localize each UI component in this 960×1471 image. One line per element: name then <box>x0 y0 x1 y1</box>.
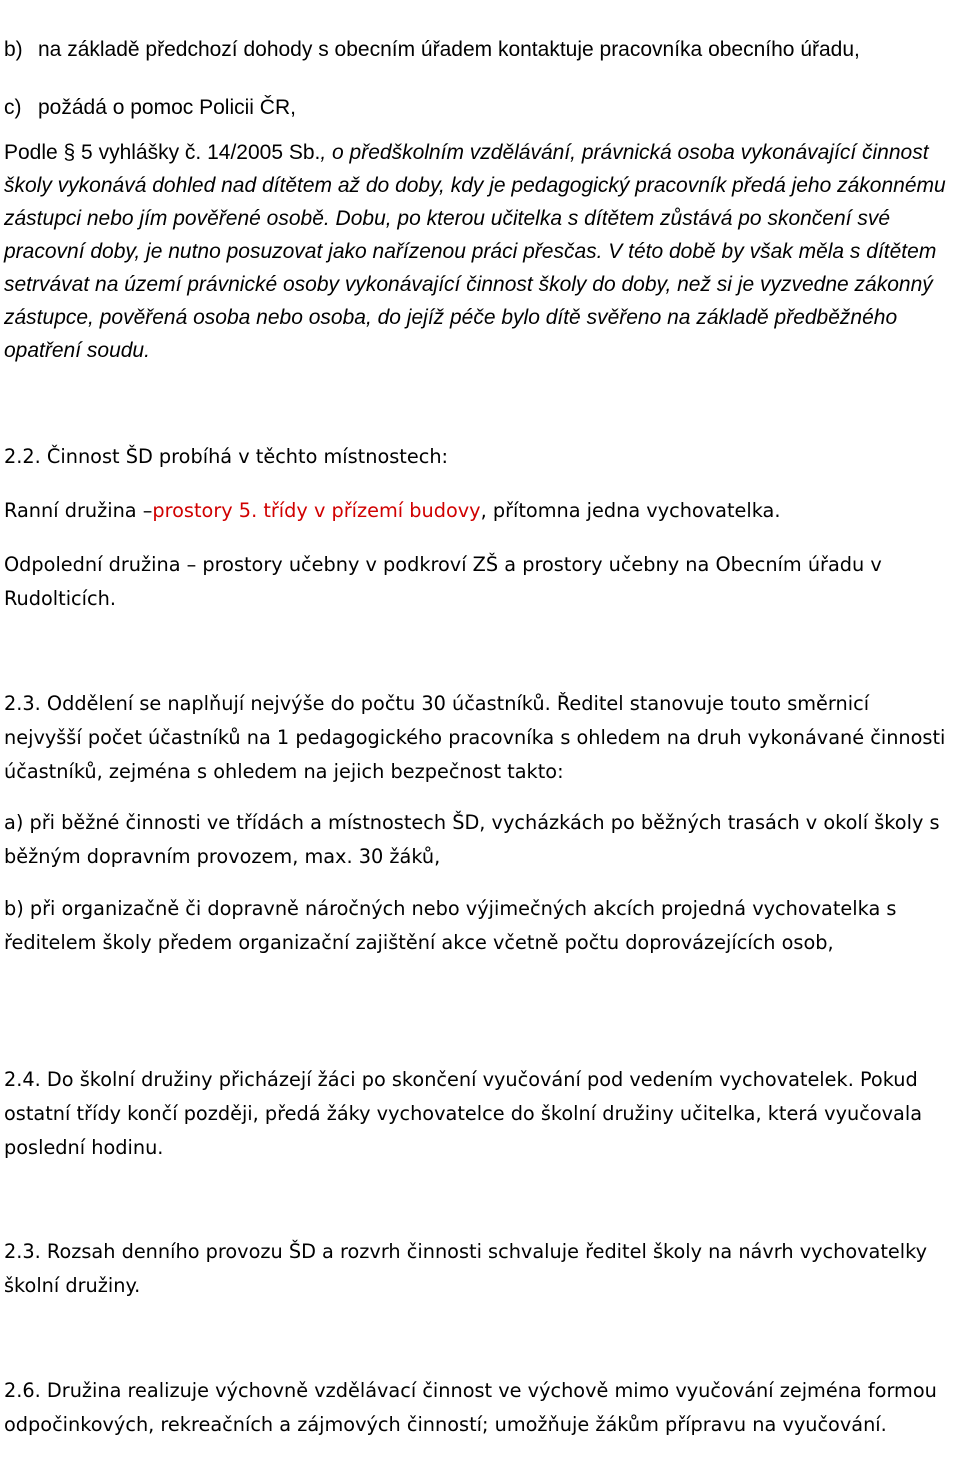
paragraph-vyhlaska-normal: Podle § 5 vyhlášky č. 14/2005 Sb. <box>4 141 321 164</box>
list-item-c <box>4 58 954 124</box>
odpoledni-druzina-paragraph: Odpolední družina – prostory učebny v podkroví ZŠ a prostory učebny na Obecním úřadu v Rudolticích. <box>4 553 882 610</box>
section-2-3b-paragraph: 2.3. Rozsah denního provozu ŠD a rozvrh činnosti schvaluje ředitel školy na návrh vychovatelky školní družiny. <box>4 1240 928 1297</box>
ranni-druzina-prefix: Ranní družina – <box>4 499 153 522</box>
section-2-4-paragraph: 2.4. Do školní družiny přicházejí žáci po skončení vyučování pod vedením vychovatelek. Pokud ostatní třídy končí později, předá žáky vychovatelce do školní družiny učitelka, která vyučovala poslední hodinu. <box>4 1068 923 1159</box>
section-2-2-heading: 2.2. Činnost ŠD probíhá v těchto místnostech: <box>4 445 449 468</box>
list-item-b-label: b) <box>4 38 23 61</box>
list-item-b-text: na základě předchozí dohody s obecním úřadem kontaktuje pracovníka obecního úřadu, <box>38 38 860 61</box>
list-item-c-text: požádá o pomoc Policii ČR, <box>38 96 296 119</box>
section-2-3-item-b: b) při organizačně či dopravně náročných nebo výjimečných akcích projedná vychovatelka s ředitelem školy předem organizační zajištění akce včetně počtu doprovázejících osob, <box>4 897 897 954</box>
ranni-druzina-line <box>4 494 954 528</box>
section-2-3-item-a: a) při běžné činnosti ve třídách a místnostech ŠD, vycházkách po běžných trasách v okolí školy s běžným dopravním provozem, max. 30 žáků, <box>4 811 940 868</box>
section-2-6-paragraph: 2.6. Družina realizuje výchovně vzdělávací činnost ve výchově mimo vyučování zejména formou odpočinkových, rekreačních a zájmových činností; umožňuje žákům přípravu na vyučování. <box>4 1379 937 1436</box>
list-item-b <box>4 0 954 66</box>
paragraph-vyhlaska-italic: , o předškolním vzdělávání, právnická osoba vykonávající činnost školy vykonává dohled nad dítětem až do doby, kdy je pedagogický pracovník předá jeho zákonnému zástupci nebo jím pověřené osobě. Dobu, po kterou učitelka s dítětem zůstává po skončení své pracovní doby, je nutno posuzovat jako nařízenou práci přesčas. V této době by však měla s dítětem setrvávat na území právnické osoby vykonávající činnost školy do doby, než si je vyzvedne zákonný zástupce, pověřená osoba nebo osoba, do jejíž péče bylo dítě svěřeno na základě předběžného opatření soudu. <box>4 141 946 362</box>
ranni-druzina-suffix: , přítomna jedna vychovatelka. <box>480 499 781 522</box>
paragraph-vyhlaska <box>4 136 956 367</box>
list-item-c-label: c) <box>4 96 22 119</box>
section-2-3-paragraph: 2.3. Oddělení se naplňují nejvýše do počtu 30 účastníků. Ředitel stanovuje touto směrnicí nejvyšší počet účastníků na 1 pedagogického pracovníka s ohledem na druh vykonávané činnosti účastníků, zejména s ohledem na jejich bezpečnost takto: <box>4 692 946 783</box>
ranni-druzina-location: prostory 5. třídy v přízemí budovy <box>152 499 481 522</box>
